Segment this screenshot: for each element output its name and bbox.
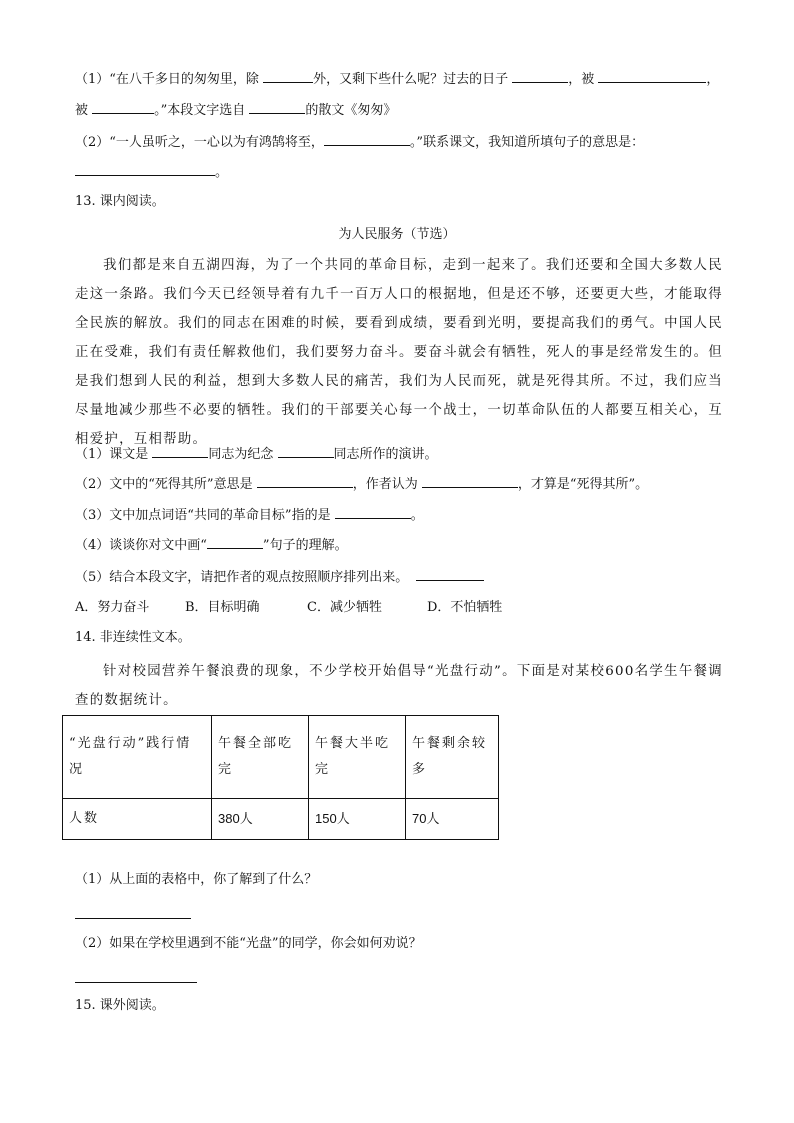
q13-sub2: （2）文中的“死得其所”意思是 ，作者认为 ，才算是“死得其所”。 xyxy=(75,473,648,495)
answer-blank[interactable] xyxy=(335,504,411,519)
q12-sub2-line1: （2）“一人虽听之，一心以为有鸿鹄将至， 。”联系课文，我知道所填句子的意思是： xyxy=(75,131,644,153)
answer-blank[interactable] xyxy=(416,566,484,581)
table-header-cell: 午餐全部吃完 xyxy=(212,716,309,799)
q13-heading: 13. 课内阅读。 xyxy=(75,194,165,209)
option-a[interactable]: A．努力奋斗 xyxy=(75,600,150,615)
q13-sub4: （4）谈谈你对文中画“ ”句子的理解。 xyxy=(75,534,348,556)
table-cell: 150人 xyxy=(309,799,406,840)
table-cell: 380人 xyxy=(212,799,309,840)
answer-blank[interactable] xyxy=(512,68,568,83)
q14-sub2: （2）如果在学校里遇到不能“光盘”的同学，你会如何劝说？ xyxy=(75,936,422,951)
table-header-cell: 午餐剩余较多 xyxy=(406,716,499,799)
q14-intro: 针对校园营养午餐浪费的现象，不少学校开始倡导“光盘行动”。下面是对某校600名学生午餐调查的数据统计。 xyxy=(75,664,723,708)
option-c[interactable]: C．减少牺牲 xyxy=(307,600,382,615)
q13-sub3: （3）文中加点词语“共同的革命目标”指的是 。 xyxy=(75,504,424,526)
q12-sub1-line2: 被 。”本段文字选自 的散文《匆匆》 xyxy=(75,99,396,121)
lunch-survey-table xyxy=(62,715,499,840)
answer-blank[interactable] xyxy=(422,473,518,488)
table-row-label: 人数 xyxy=(63,799,212,840)
q14-sub1: （1）从上面的表格中，你了解到了什么？ xyxy=(75,872,318,887)
table-cell: 70人 xyxy=(406,799,499,840)
option-b[interactable]: B．目标明确 xyxy=(185,600,260,615)
passage-text: 我们都是来自五湖四海，为了一个共同的革命目标，走到一起来了。我们还要和全国大多数人民走这一条路。我们今天已经领导着有九千一百万人口的根据地，但是还不够，还要更大些，才能取得全民族的解放。我们的同志在困难的时候，要看到成绩，要看到光明，要提高我们的勇气。中国人民正在受难，我们有责任解救他们，我们要努力奋斗。要奋斗就会有牺牲，死人的事是经常发生的。但是我们想到人民的利益，想到大多数人民的痛苦，我们为人民而死，就是死得其所。不过，我们应当尽量地减少那些不必要的牺牲。我们的干部要关心每一个战士，一切革命队伍的人都要互相关心，互相爱护，互相帮助。 xyxy=(75,258,723,447)
q12-sub2-line2: 。 xyxy=(75,161,228,183)
table-header-cell: 午餐大半吃完 xyxy=(309,716,406,799)
answer-blank[interactable] xyxy=(75,161,215,176)
answer-blank[interactable] xyxy=(263,68,313,83)
answer-blank[interactable] xyxy=(207,534,263,549)
q13-sub1: （1）课文是 同志为纪念 同志所作的演讲。 xyxy=(75,443,438,465)
table-header-cell: “光盘行动”践行情况 xyxy=(63,716,212,799)
q14-heading: 14. 非连续性文本。 xyxy=(75,630,191,645)
q13-sub5: （5）结合本段文字，请把作者的观点按照顺序排列出来。 xyxy=(75,566,484,588)
q12-sub1-line1: （1）“在八千多日的匆匆里，除 外，又剩下些什么呢？过去的日子 ，被 ， xyxy=(75,68,719,90)
q15-heading: 15. 课外阅读。 xyxy=(75,998,165,1013)
answer-blank[interactable] xyxy=(152,443,208,458)
answer-blank[interactable] xyxy=(249,99,305,114)
answer-blank[interactable] xyxy=(598,68,706,83)
answer-line[interactable] xyxy=(75,981,197,983)
answer-line[interactable] xyxy=(75,917,191,919)
answer-blank[interactable] xyxy=(278,443,334,458)
answer-blank[interactable] xyxy=(92,99,154,114)
answer-blank[interactable] xyxy=(324,131,410,146)
answer-blank[interactable] xyxy=(257,473,353,488)
table-header-row xyxy=(63,716,499,799)
table-row xyxy=(63,799,499,840)
choice-options xyxy=(75,596,537,615)
passage-title: 为人民服务（节选） xyxy=(338,227,456,242)
option-d[interactable]: D．不怕牺牲 xyxy=(427,600,503,615)
